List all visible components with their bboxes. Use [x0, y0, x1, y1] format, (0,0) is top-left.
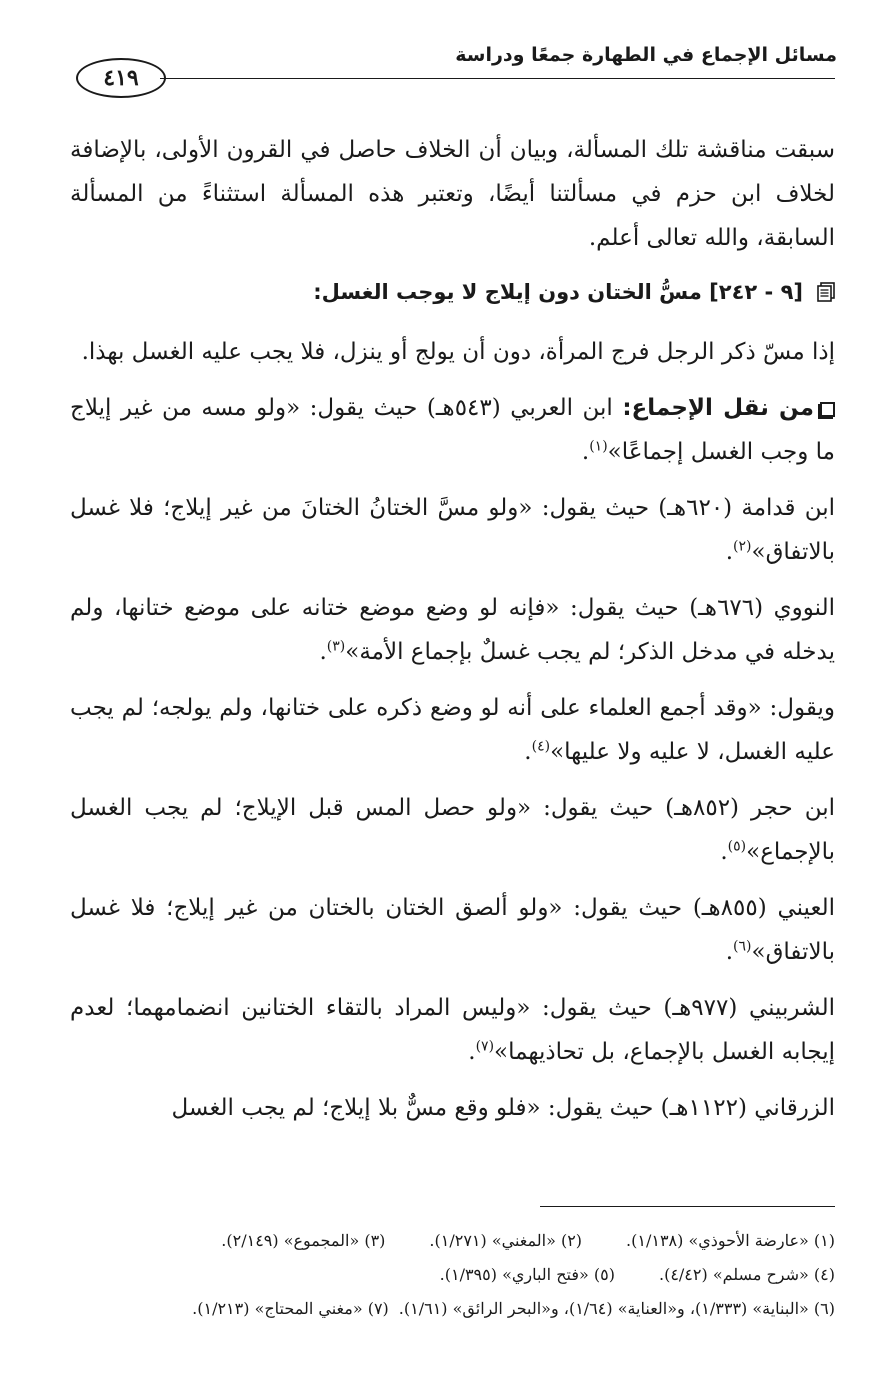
entry-text: ابن قدامة (٦٢٠هـ) حيث يقول: «ولو مسَّ الختانُ الختانَ من غير إيلاج؛ فلا غسل بالاتفاق» — [70, 495, 835, 565]
footnote: (٤) «شرح مسلم» (٤/٤٢). — [658, 1265, 835, 1284]
footnote-ref: (٢) — [733, 538, 752, 555]
entry-text: ابن العربي (٥٤٣هـ) حيث يقول: «ولو مسه من غير إيلاج ما وجب الغسل إجماعًا» — [70, 395, 835, 465]
entry-paragraph-continued: الزرقاني (١١٢٢هـ) حيث يقول: «فلو وقع مسٌّ بلا إيلاج؛ لم يجب الغسل — [171, 1095, 835, 1121]
footnote-rule — [540, 1206, 835, 1207]
footnote-ref: (١) — [589, 438, 608, 455]
footnote-row — [50, 1292, 835, 1326]
page-number: ٤١٩ — [76, 58, 166, 98]
entry-paragraph: ويقول: «وقد أجمع العلماء على أنه لو وضع ذكره على ختانها، ولم يولجه؛ لم يجب عليه الغسل، لا عليه ولا عليها»$^{(٤)}$. — [70, 695, 835, 765]
entry-paragraph: العيني (٨٥٥هـ) حيث يقول: «ولو ألصق الختان بالختان من غير إيلاج؛ فلا غسل بالاتفاق»$^{(٦)}$. — [70, 895, 835, 965]
entry-text: ابن حجر (٨٥٢هـ) حيث يقول: «ولو حصل المس قبل الإيلاج؛ لم يجب الغسل بالإجماع» — [70, 795, 835, 865]
entry-paragraph: من نقل الإجماع: ابن العربي (٥٤٣هـ) حيث يقول: «ولو مسه من غير إيلاج ما وجب الغسل إجماعًا»$^{(١)}$. — [70, 395, 835, 465]
entry-paragraph: النووي (٦٧٦هـ) حيث يقول: «فإنه لو وضع موضع ختانه على موضع ختانها، ولم يدخله في مدخل الذكر؛ لم يجب غسلٌ بإجماع الأمة»$^{(٣)}$. — [70, 595, 835, 665]
running-header-title: مسائل الإجماع في الطهارة جمعًا ودراسة — [455, 44, 837, 66]
footnote-row — [50, 1224, 835, 1258]
transmitters-label: من نقل الإجماع: — [622, 395, 814, 421]
entry-paragraph: ابن قدامة (٦٢٠هـ) حيث يقول: «ولو مسَّ الختانُ الختانَ من غير إيلاج؛ فلا غسل بالاتفاق»$^{(٢)}$. — [70, 495, 835, 565]
document-icon — [817, 282, 835, 302]
footnote-ref: (٥) — [727, 838, 747, 855]
footnote: (٧) «مغني المحتاج» (١/٢١٣). — [192, 1299, 389, 1318]
entry-text: الشربيني (٩٧٧هـ) حيث يقول: «وليس المراد بالتقاء الختانين انضمامهما؛ لعدم إيجابه الغسل بالإجماع، بل تحاذيهما» — [70, 995, 835, 1065]
square-bullet-icon — [820, 402, 835, 417]
issue-statement: إذا مسّ ذكر الرجل فرج المرأة، دون أن يولج أو ينزل، فلا يجب عليه الغسل بهذا. — [81, 339, 835, 365]
footnote: (٥) «فتح الباري» (١/٣٩٥). — [439, 1265, 615, 1284]
main-text — [70, 128, 835, 1142]
footnote: (٣) «المجموع» (٢/١٤٩). — [221, 1231, 386, 1250]
footnote: (٦) «البناية» (١/٣٣٣)، و«العناية» (١/٦٤)، و«البحر الرائق» (١/٦١). — [398, 1299, 835, 1318]
entry-paragraph: ابن حجر (٨٥٢هـ) حيث يقول: «ولو حصل المس قبل الإيلاج؛ لم يجب الغسل بالإجماع»$^{(٥)}$. — [70, 795, 835, 865]
footnote-ref: (٧) — [475, 1038, 495, 1055]
footnote-row — [50, 1258, 835, 1292]
footnote-ref: (٣) — [326, 638, 346, 655]
footnote-ref: (٤) — [531, 738, 551, 755]
section-heading-text: [٩ - ٢٤٢] مسُّ الختان دون إيلاج لا يوجب الغسل: — [313, 280, 803, 304]
footnote-ref: (٦) — [733, 938, 752, 955]
header-rule — [160, 78, 835, 79]
section-heading — [70, 270, 835, 314]
entry-text: ويقول: «وقد أجمع العلماء على أنه لو وضع ذكره على ختانها، ولم يولجه؛ لم يجب عليه الغسل، لا عليه ولا عليها» — [70, 695, 835, 765]
footnote: (٢) «المغني» (١/٢٧١). — [429, 1231, 583, 1250]
entry-text: العيني (٨٥٥هـ) حيث يقول: «ولو ألصق الختان بالختان من غير إيلاج؛ فلا غسل بالاتفاق» — [70, 895, 835, 965]
footnote: (١) «عارضة الأحوذي» (١/١٣٨). — [626, 1231, 835, 1250]
intro-paragraph: سبقت مناقشة تلك المسألة، وبيان أن الخلاف حاصل في القرون الأولى، بالإضافة لخلاف ابن حزم في مسألتنا أيضًا، وتعتبر هذه المسألة استثناءً من المسألة السابقة، والله تعالى أعلم. — [70, 137, 835, 251]
entry-paragraph: الشربيني (٩٧٧هـ) حيث يقول: «وليس المراد بالتقاء الختانين انضمامهما؛ لعدم إيجابه الغسل بالإجماع، بل تحاذيهما»$^{(٧)}$. — [70, 995, 835, 1065]
entry-text: النووي (٦٧٦هـ) حيث يقول: «فإنه لو وضع موضع ختانه على موضع ختانها، ولم يدخله في مدخل الذكر؛ لم يجب غسلٌ بإجماع الأمة» — [70, 595, 835, 665]
footnotes — [50, 1224, 835, 1326]
